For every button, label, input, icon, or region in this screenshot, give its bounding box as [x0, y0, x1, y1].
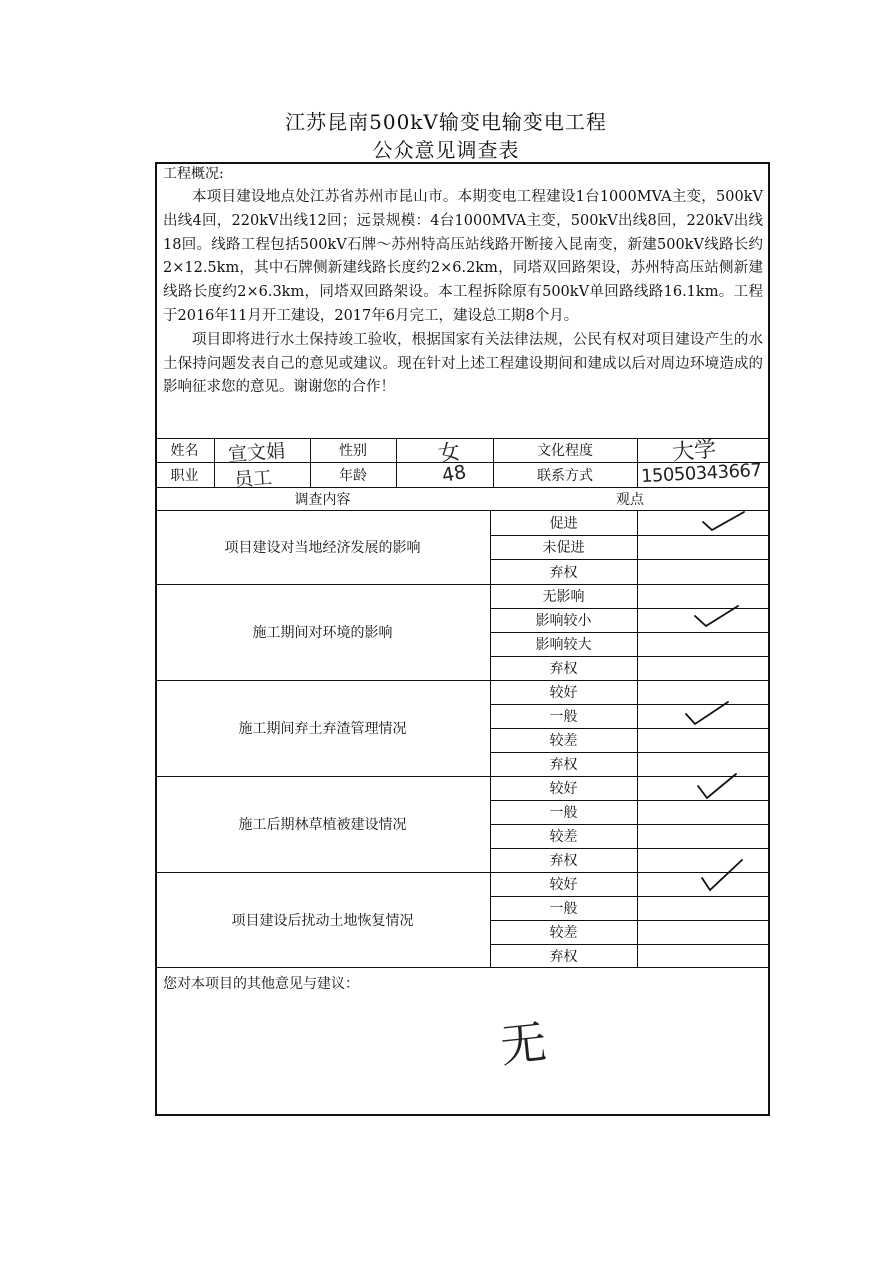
- option-label: 弃权: [549, 948, 578, 965]
- other-opinions-label: 您对本项目的其他意见与建议：: [163, 976, 359, 992]
- divider: [396, 438, 397, 487]
- age-value: 48: [440, 461, 468, 487]
- question-land-recovery: 项目建设后扰动土地恢复情况: [231, 912, 414, 929]
- education-label: 文化程度: [537, 443, 593, 459]
- education-value: 大学: [671, 437, 718, 466]
- overview-paragraph-1: 本项目建设地点处江苏省苏州市昆山市。本期变电工程建设1台1000MVA主变，500kV出线4回，220kV出线12回；远景规模：4台1000MVA主变，500kV出线8回，220kV出线18回。线路工程包括500kV石牌～苏州特高压站线路开断接入昆南变，新建500kV线路长约2×12.5km，其中石牌侧新建线路长度约2×6.2km，同塔双回路架设，苏州特高压站侧新建线路长度约2×6.3km，同塔双回路架设。本工程拆除原有500kV单回路线路16.1km。工程于2016年11月开工建设，2017年6月完工，建设总工期8个月。: [163, 189, 763, 324]
- gender-value: 女: [436, 439, 462, 468]
- overview-paragraph-2: 项目即将进行水土保持竣工验收，根据国家有关法律法规，公民有权对项目建设产生的水土保持问题发表自己的意见或建议。现在针对上述工程建设期间和建成以后对周边环境造成的影响征求您的意见。谢谢您的合作！: [163, 331, 763, 396]
- option-label: 较好: [549, 781, 578, 797]
- divider: [637, 438, 638, 487]
- question-economic-impact: 项目建设对当地经济发展的影响: [224, 540, 421, 556]
- option-label: 未促进: [542, 540, 585, 556]
- option-label: 促进: [549, 515, 578, 532]
- checkmark-icon: [696, 772, 738, 800]
- option-label: 弃权: [549, 661, 578, 677]
- divider: [637, 510, 638, 967]
- contact-label: 联系方式: [537, 467, 593, 484]
- checkmark-icon: [684, 700, 730, 726]
- opinion-header: 观点: [616, 491, 644, 508]
- content-header: 调查内容: [294, 491, 351, 508]
- name-label: 姓名: [170, 443, 199, 459]
- option-label: 较差: [549, 925, 578, 941]
- occupation-label: 职业: [170, 467, 199, 484]
- option-label: 一般: [549, 709, 578, 725]
- option-label: 较差: [549, 829, 578, 845]
- gender-label: 性别: [339, 443, 367, 459]
- checkmark-icon: [692, 604, 740, 628]
- option-label: 无影响: [542, 589, 585, 605]
- option-label: 弃权: [549, 757, 578, 773]
- contact-value: 15050343667: [640, 459, 762, 488]
- divider: [155, 967, 770, 968]
- option-label: 较好: [549, 877, 578, 893]
- divider: [214, 438, 215, 487]
- occupation-value: 员工: [233, 466, 273, 492]
- overview-text: [163, 186, 763, 400]
- checkmark-icon: [700, 510, 746, 532]
- option-label: 较好: [549, 685, 578, 701]
- age-label: 年龄: [339, 467, 367, 484]
- question-construction-environment: 施工期间对环境的影响: [252, 625, 393, 641]
- option-label: 影响较大: [535, 637, 592, 653]
- form-title: 江苏昆南500kV输变电输变电工程: [285, 110, 607, 134]
- option-label: 弃权: [549, 564, 578, 581]
- option-label: 影响较小: [535, 613, 592, 629]
- other-opinions-value: 无: [497, 1014, 550, 1074]
- name-value: 宣文娟: [227, 440, 286, 466]
- question-spoil-management: 施工期间弃土弃渣管理情况: [238, 721, 407, 737]
- form-subtitle: 公众意见调查表: [372, 138, 520, 162]
- option-label: 较差: [549, 733, 578, 749]
- checkmark-icon: [700, 858, 744, 892]
- overview-label: 工程概况:: [163, 166, 224, 182]
- option-label: 弃权: [549, 853, 578, 869]
- question-vegetation-restoration: 施工后期林草植被建设情况: [238, 817, 407, 833]
- option-label: 一般: [549, 805, 578, 821]
- option-label: 一般: [549, 901, 578, 917]
